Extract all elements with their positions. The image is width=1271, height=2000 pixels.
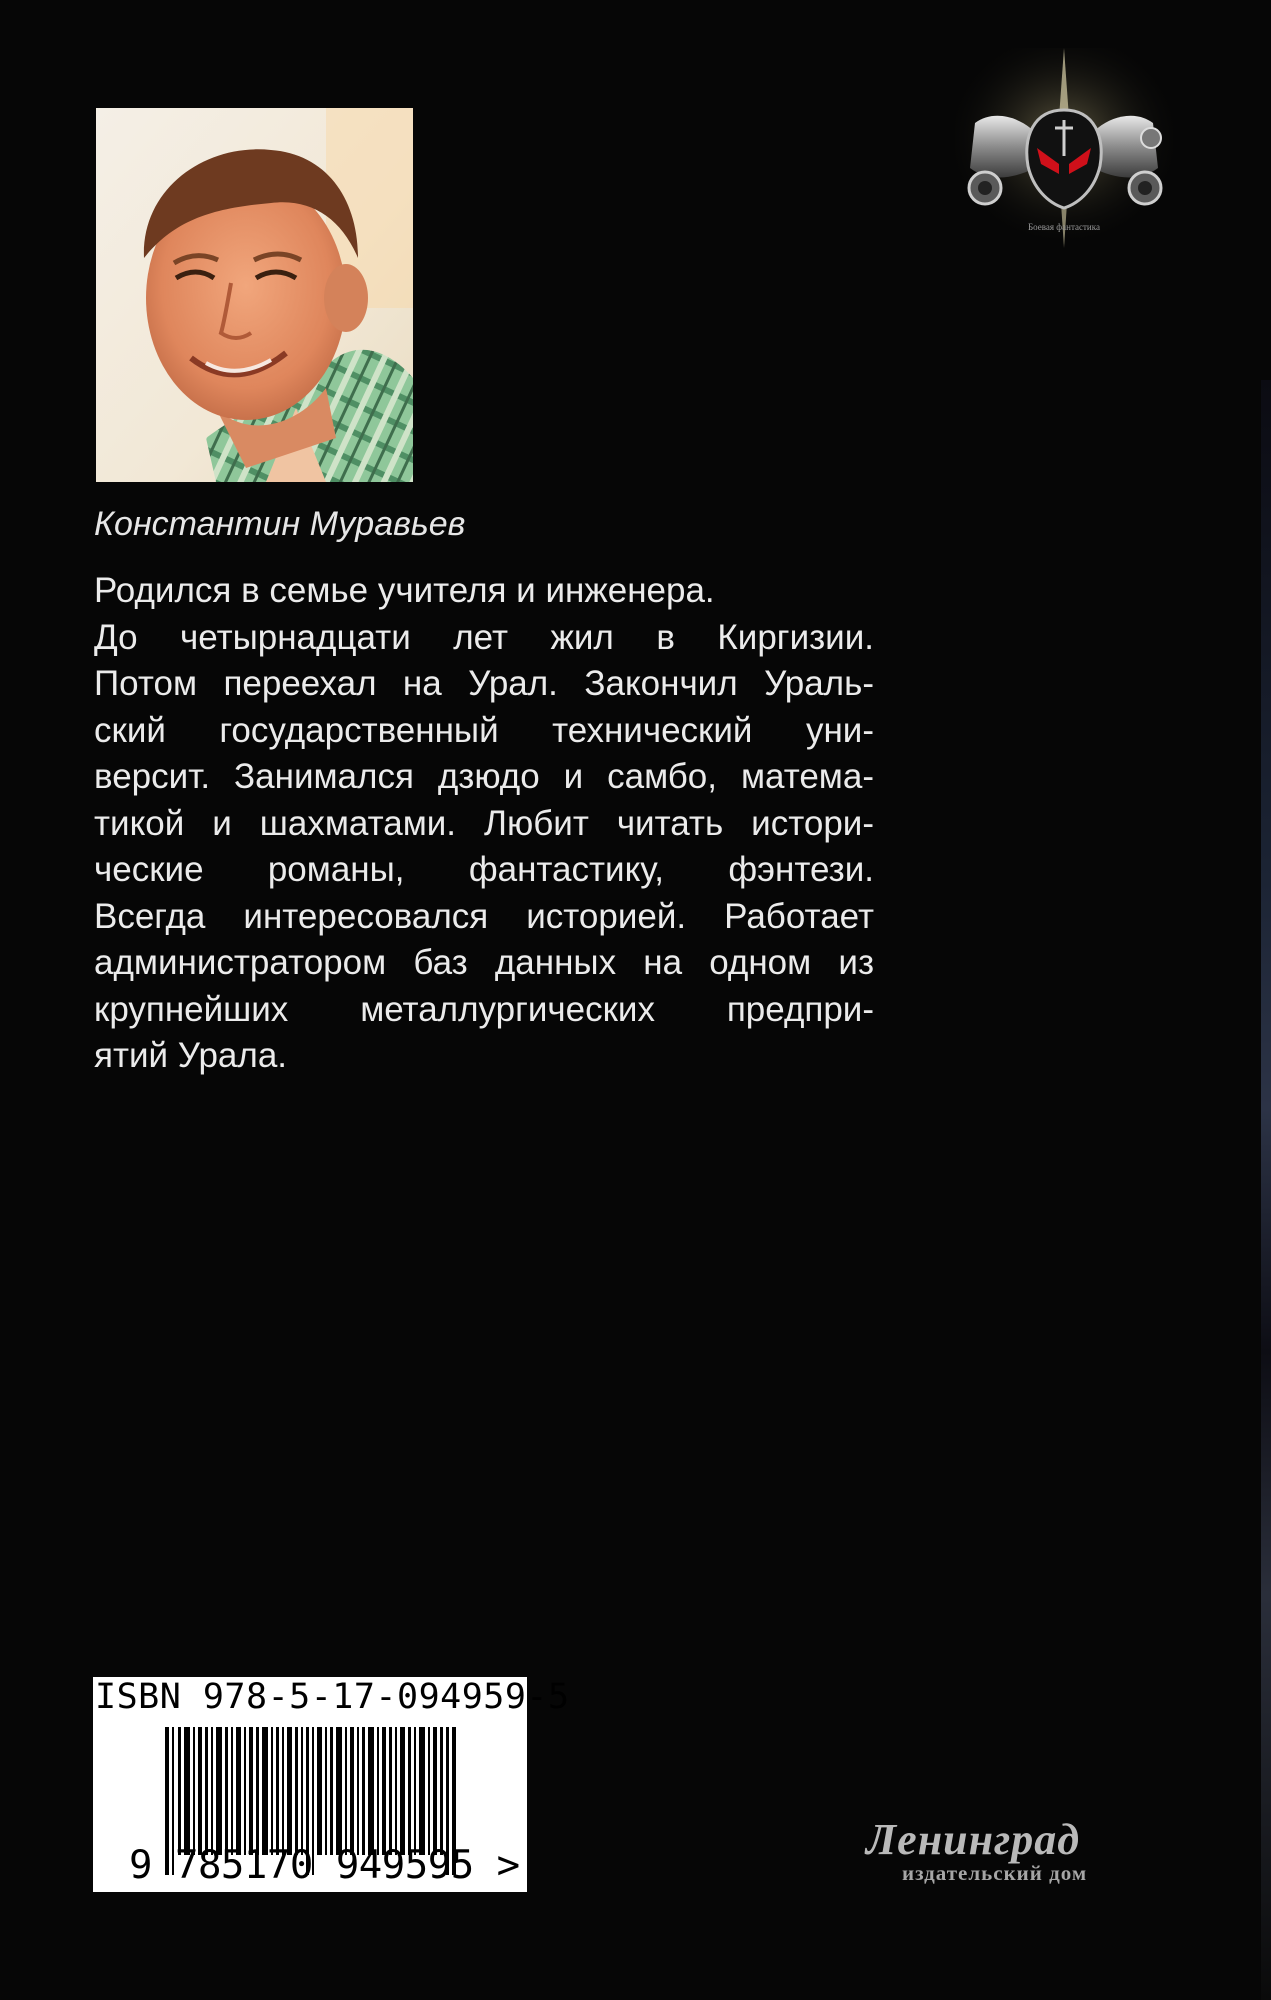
bio-line: версит. Занимался дзюдо и самбо, матема-: [94, 757, 874, 796]
author-bio: [94, 568, 874, 1080]
author-photo: [96, 108, 413, 482]
isbn-label: ISBN 978-5-17-094959-5: [95, 1677, 570, 1717]
bio-line: администратором баз данных на одном из: [94, 943, 874, 982]
bio-line: Потом переехал на Урал. Закончил Ураль-: [94, 664, 874, 703]
publisher-logo: [866, 1815, 1186, 1895]
series-emblem-icon: [955, 48, 1173, 248]
bio-line: ческие романы, фантастику, фэнтези.: [94, 850, 874, 889]
isbn-digits: 9 785170 949595 >: [129, 1843, 520, 1888]
series-emblem: [955, 48, 1173, 248]
bio-line: Родился в семье учителя и инженера.: [94, 571, 715, 610]
cover-art-edge: [1261, 380, 1271, 2000]
publisher-subtitle: издательский дом: [902, 1861, 1088, 1885]
bio-line: До четырнадцати лет жил в Киргизии.: [94, 617, 874, 657]
bio-line: ятий Урала.: [94, 1036, 288, 1075]
emblem-caption: Боевая фантастика: [1028, 222, 1100, 232]
bio-line: ский государственный технический уни-: [94, 710, 874, 750]
bio-line: Всегда интересовался историей. Работает: [94, 896, 874, 936]
author-name: Константин Муравьев: [94, 505, 466, 543]
publisher-name: Ленинград: [866, 1815, 1081, 1864]
author-portrait-icon: [96, 108, 413, 482]
bio-line: тикой и шахматами. Любит читать истори-: [94, 803, 874, 843]
bio-line: крупнейших металлургических предпри-: [94, 989, 874, 1029]
isbn-barcode-block: [93, 1677, 570, 1892]
